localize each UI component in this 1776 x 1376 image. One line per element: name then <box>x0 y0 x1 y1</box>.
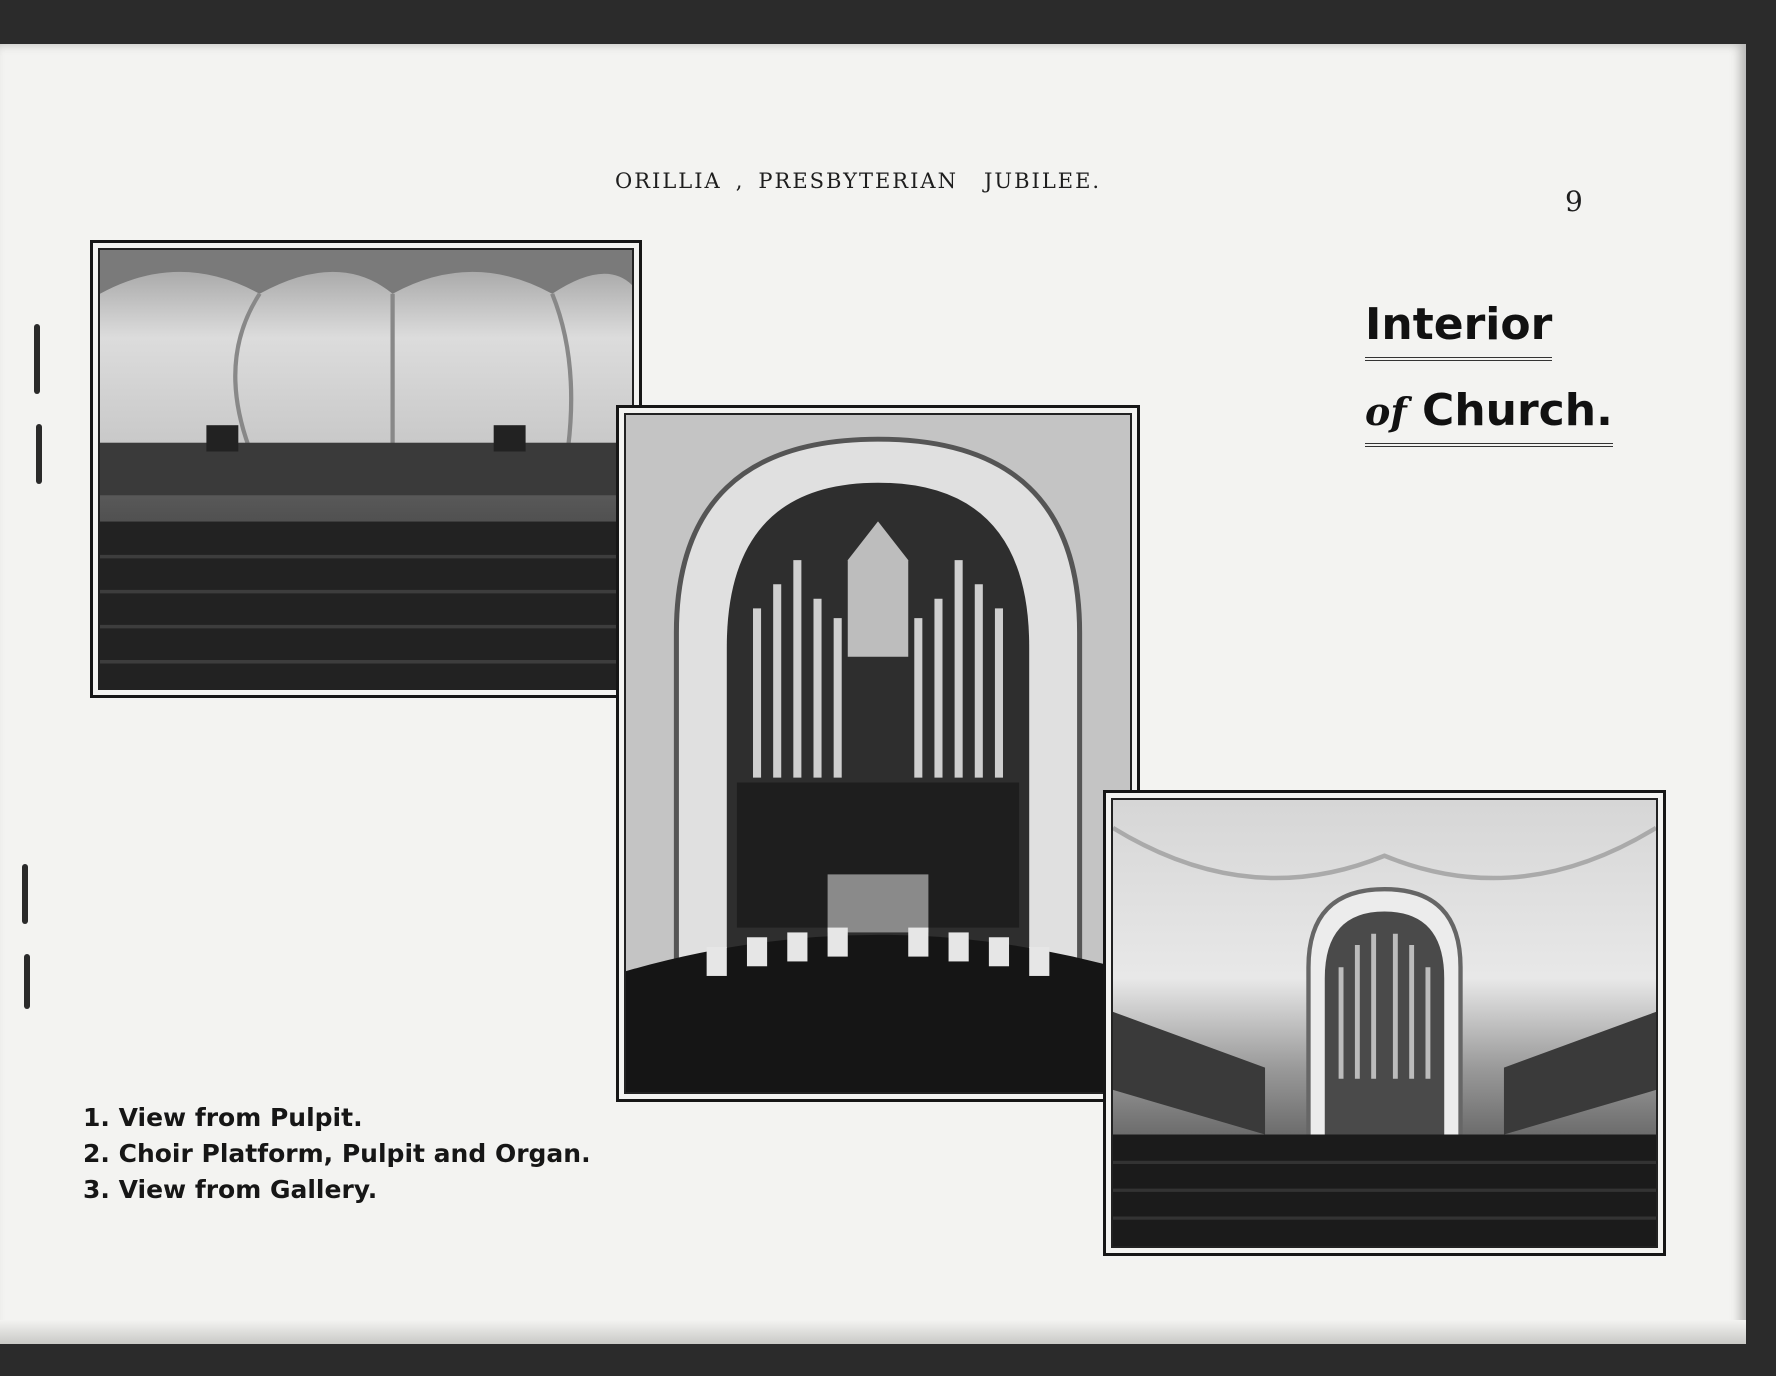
photo-captions <box>83 1100 591 1208</box>
running-head-right-2: JUBILEE. <box>983 169 1102 193</box>
page-number: 9 <box>1565 185 1583 218</box>
page-heading <box>1365 299 1613 447</box>
gallery-view-image <box>1113 800 1656 1246</box>
caption-3: 3. View from Gallery. <box>83 1175 378 1204</box>
binding-mark <box>34 324 40 394</box>
photo-view-from-gallery <box>1103 790 1666 1256</box>
book-page <box>0 44 1746 1344</box>
binding-mark <box>24 954 30 1009</box>
photo-choir-pulpit-organ <box>616 405 1140 1102</box>
running-head-left: ORILLIA <box>615 169 722 193</box>
caption-1: 1. View from Pulpit. <box>83 1103 363 1132</box>
running-head-right-1: PRESBYTERIAN <box>758 169 958 193</box>
binding-mark <box>22 864 28 924</box>
organ-image <box>626 415 1130 1092</box>
heading-line-2 <box>1365 385 1613 447</box>
caption-2: 2. Choir Platform, Pulpit and Organ. <box>83 1139 591 1168</box>
heading-line-2-prefix: of <box>1365 389 1407 434</box>
binding-mark <box>36 424 42 484</box>
church-nave-image <box>100 250 632 688</box>
heading-line-1: Interior <box>1365 299 1552 361</box>
photo-view-from-pulpit <box>90 240 642 698</box>
running-head: ORILLIA , PRESBYTERIAN JUBILEE. <box>615 169 1102 193</box>
heading-line-2-main: Church. <box>1422 385 1613 436</box>
